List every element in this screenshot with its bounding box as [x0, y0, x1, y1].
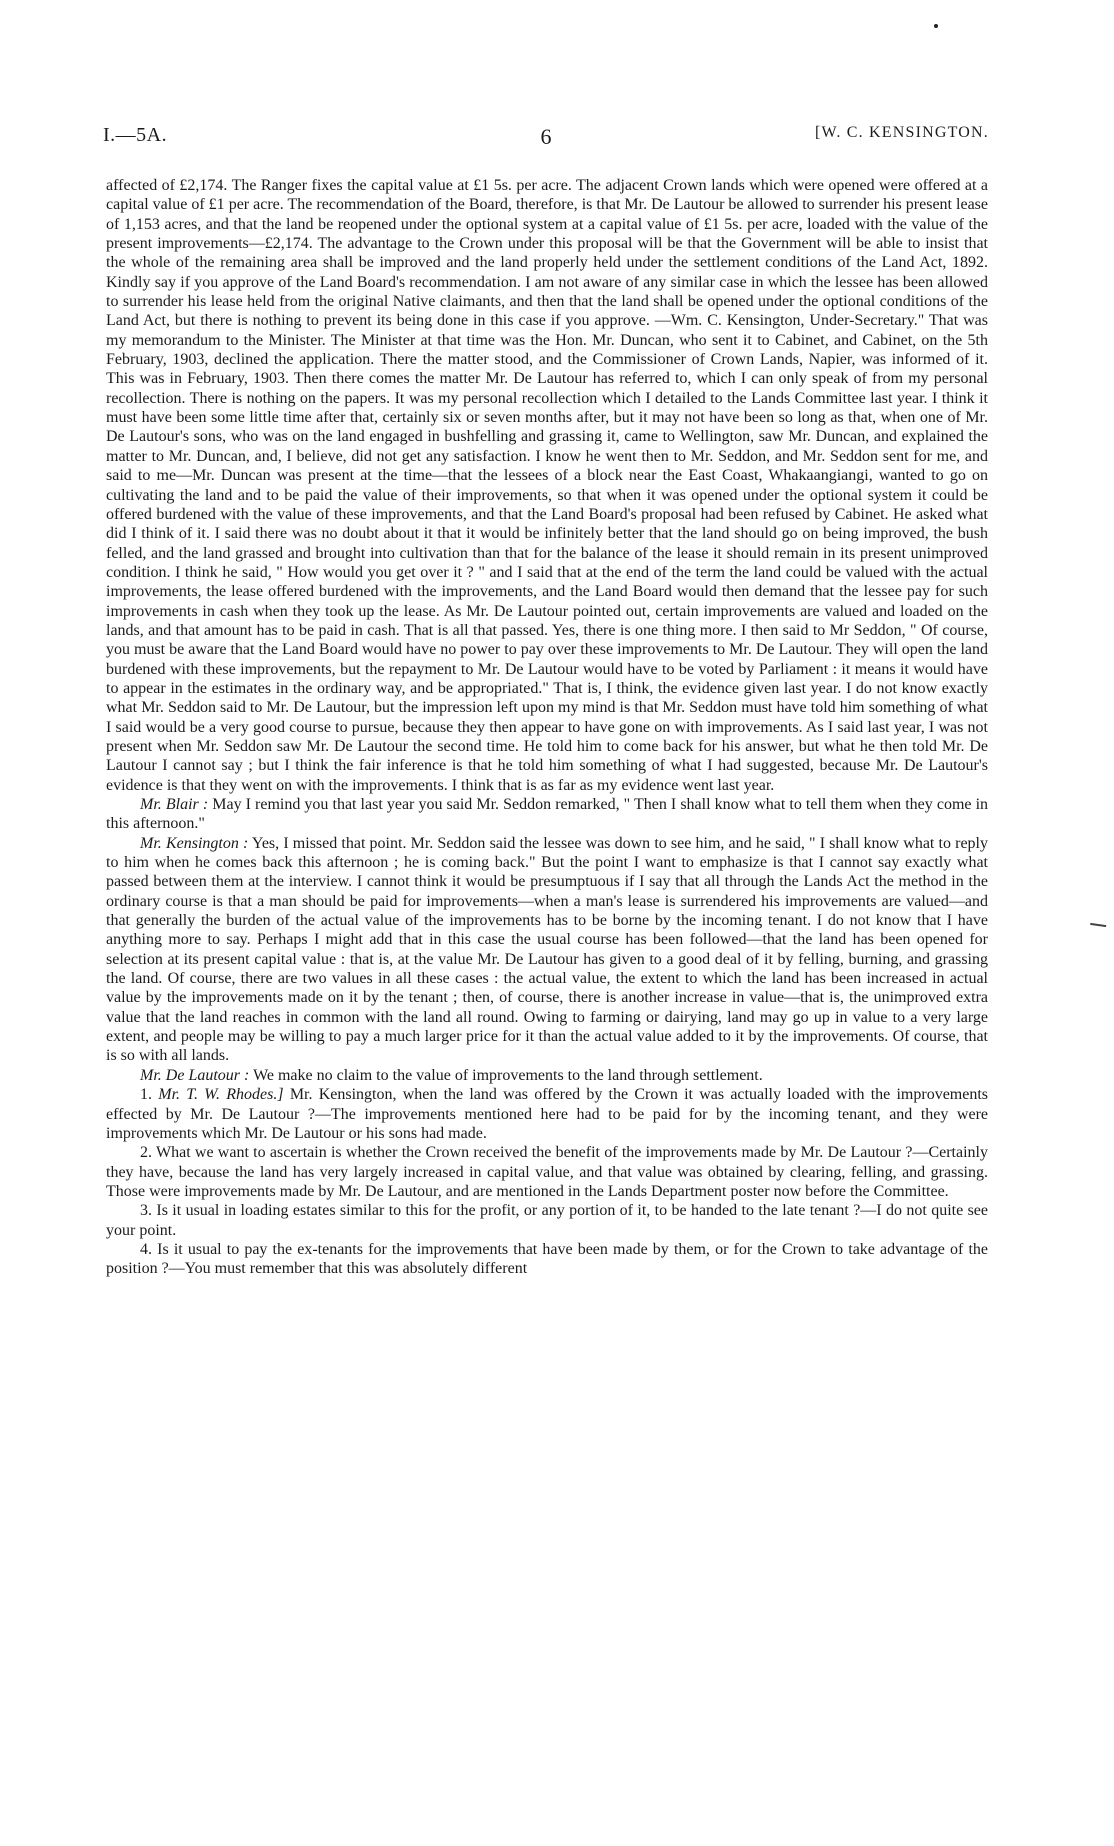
speaker-label: Mr. Blair : [140, 796, 209, 813]
paragraph-text: We make no claim to the value of improvements to the land through settlement. [253, 1066, 763, 1084]
page-number: 6 [540, 124, 552, 149]
speaker-label: Mr. Kensington : [140, 834, 249, 852]
question-2 [106, 1143, 988, 1201]
paragraph-blair [106, 795, 988, 834]
paragraph-text: Is it usual in loading estates similar to this for the profit, or any portion of it, to be handed to the late tenant ?—I do not quite see your point. [106, 1202, 988, 1239]
speaker-label: Mr. T. W. Rhodes.] [158, 1086, 284, 1104]
question-number: 3. [140, 1202, 152, 1220]
paragraph-text: Yes, I missed that point. Mr. Seddon said the lessee was down to see him, and he said, " I shall know what to reply to him when he comes back this afternoon ; he is coming back." But the point I want to emphasize is that I cannot say exactly what passed between them at the interview. I cannot think it would be presumptuous if I say that all through the Lands Act the method in the ordinary course is that a man should be paid for improvements—when a man's lease is surrendered his improvements are valued—and that generally the burden of the actual value of the improvements has to be borne by the incoming tenant. I do not know that I have anything more to say. Perhaps I might add that in this case the usual course has been followed—that the land has been opened for selection at its present capital value : that is, at the value Mr. De Lautour has given to a good deal of it by felling, burning, and grassing the land. Of course, there are two values in all these cases : the actual value, the extent to which the land has been increased in actual value by the improvements made on it by the tenant ; then, of course, there is another increase in value—that is, the unimproved extra value that the land reaches in common with the land all round. Owing to farming or dairying, land may go up in value to a very large extent, and people may be willing to pay a much larger price for it than the actual value added to it by the improvements. Of course, that is so with all lands. [106, 834, 988, 1065]
margin-pen-mark [1090, 923, 1107, 930]
body-text [106, 176, 988, 1279]
paragraph-text: Mr. Kensington, when the land was offered by the Crown it was actually loaded with the improvements effected by Mr. De Lautour ?—The improvements mentioned here had to be paid for by the incoming tenant, and they were improvements which Mr. De Lautour or his sons had made. [106, 1086, 989, 1142]
paragraph-memorandum-continuation [106, 176, 988, 795]
paragraph-text: Is it usual to pay the ex-tenants for the improvements that have been made by them, or for the Crown to take advantage of the position ?—You must remember that this was absolutely different [106, 1240, 989, 1278]
question-number: 1. [140, 1086, 152, 1104]
paragraph-text: affected of £2,174. The Ranger fixes the capital value at £1 5s. per acre. The adjacent Crown lands which were opened were offered at a capital value of £1 per acre. The recommendation of the Board, therefore, is that Mr. De Lautour be allowed to surrender his present lease of 1,153 acres, and that the land be reopened under the optional system at a capital value of £1 5s. per acre, loaded with the value of the present improvements—£2,174. The advantage to the Crown under this proposal will be that the Government will be able to insist that the whole of the remaining area shall be improved and the land properly held under the settlement conditions of the Land Act, 1892. Kindly say if you approve of the Land Board's recommendation. I am not aware of any similar case in which the lessee has been allowed to surrender his lease held from the original Native claimants, and then that the land shall be opened under the optional conditions of the Land Act, but there is nothing to prevent its being done in this case if you approve. —Wm. C. Kensington, Under-Secretary." That was my memorandum to the Minister. The Minister at that time was the Hon. Mr. Duncan, who sent it to Cabinet, and Cabinet, on the 5th February, 1903, declined the application. There the matter stood, and the Commissioner of Crown Lands, Napier, was informed of it. This was in February, 1903. Then there comes the matter Mr. De Lautour has referred to, which I can only speak of from my personal recollection. There is nothing on the papers. It was my personal recollection which I detailed to the Lands Committee last year. I think it must have been some little time after that, certainly six or seven months after, but it may not have been so long as that, when one of Mr. De Lautour's sons, who was on the land engaged in bushfelling and grassing it, came to Wellington, saw Mr. Duncan, and explained the matter to Mr. Duncan, and, I believe, did not get any satisfaction. I know he went then to Mr. Seddon, and Mr. Seddon sent for me, and said to me—Mr. Duncan was present at the time—that the lessees of a block near the East Coast, Whakaangiangi, wanted to go on cultivating the land and to be paid the value of their improvements, so that when it was opened under the optional system it could be offered burdened with the value of these improvements, and that the Land Board's proposal had been refused by Cabinet. He asked what did I think of it. I said there was no doubt about it that it would be infinitely better that the land should go on being improved, the bush felled, and the land grassed and brought into cultivation than that for the balance of the lease it should remain in its present unimproved condition. I think he said, " How would you get over it ? " and I said that at the end of the term the land could be valued with the actual improvements, the lease offered burdened with the improvements, and the Land Board would then demand that the lessee pay for such improvements in cash when they took up the lease. As Mr. De Lautour pointed out, certain improvements are valued and loaded on the lands, and that amount has to be paid in cash. That is all that passed. Yes, there is one thing more. I then said to Mr Seddon, " Of course, you must be aware that the Land Board would have no power to pay over these improvements to Mr. De Lautour. They will open the land burdened with these improvements, but the repayment to Mr. De Lautour would have to be voted by Parliament : it means it would have to appear in the estimates in the ordinary way, and be appropriated." That is, I think, the evidence given last year. I do not know exactly what Mr. Seddon said to Mr. De Lautour, but the impression left upon my mind is that Mr. Seddon must have told him something of what I said would be a very good course to pursue, because they then appear to have gone on with improvements. As I said last year, I was not present when Mr. Seddon saw Mr. De Lautour the second time. He told him to come back for his answer, but what he then told Mr. De Lautour I cannot say ; but I think the fair inference is that he told him something of what I had suggested, because Mr. De Lautour's evidence is that they went on with the improvements. I think that is as far as my evidence went last year. [106, 177, 988, 794]
question-number: 4. [140, 1240, 152, 1258]
paragraph-de-lautour [106, 1066, 988, 1085]
witness-name: [W. C. KENSINGTON. [814, 124, 989, 141]
question-3 [106, 1201, 988, 1240]
paragraph-text: May I remind you that last year you said Mr. Seddon remarked, " Then I shall know what to tell them when they come in this afternoon." [106, 796, 989, 833]
speaker-label: Mr. De Lautour : [140, 1066, 250, 1084]
ink-dot-mark [934, 24, 938, 28]
paragraph-text: What we want to ascertain is whether the Crown received the benefit of the improvements made by Mr. De Lautour ?—Certainly they have, because the land has very largely increased in capital value, and that value was obtained by clearing, felling, and grassing. Those were improvements made by Mr. De Lautour, and are mentioned in the Lands Department poster now before the Committee. [106, 1144, 988, 1200]
running-head [103, 124, 989, 154]
question-4 [106, 1240, 988, 1279]
paper-reference: I.—5A. [103, 124, 168, 146]
question-1 [106, 1085, 988, 1143]
question-number: 2. [140, 1144, 152, 1162]
paragraph-kensington [106, 834, 988, 1066]
